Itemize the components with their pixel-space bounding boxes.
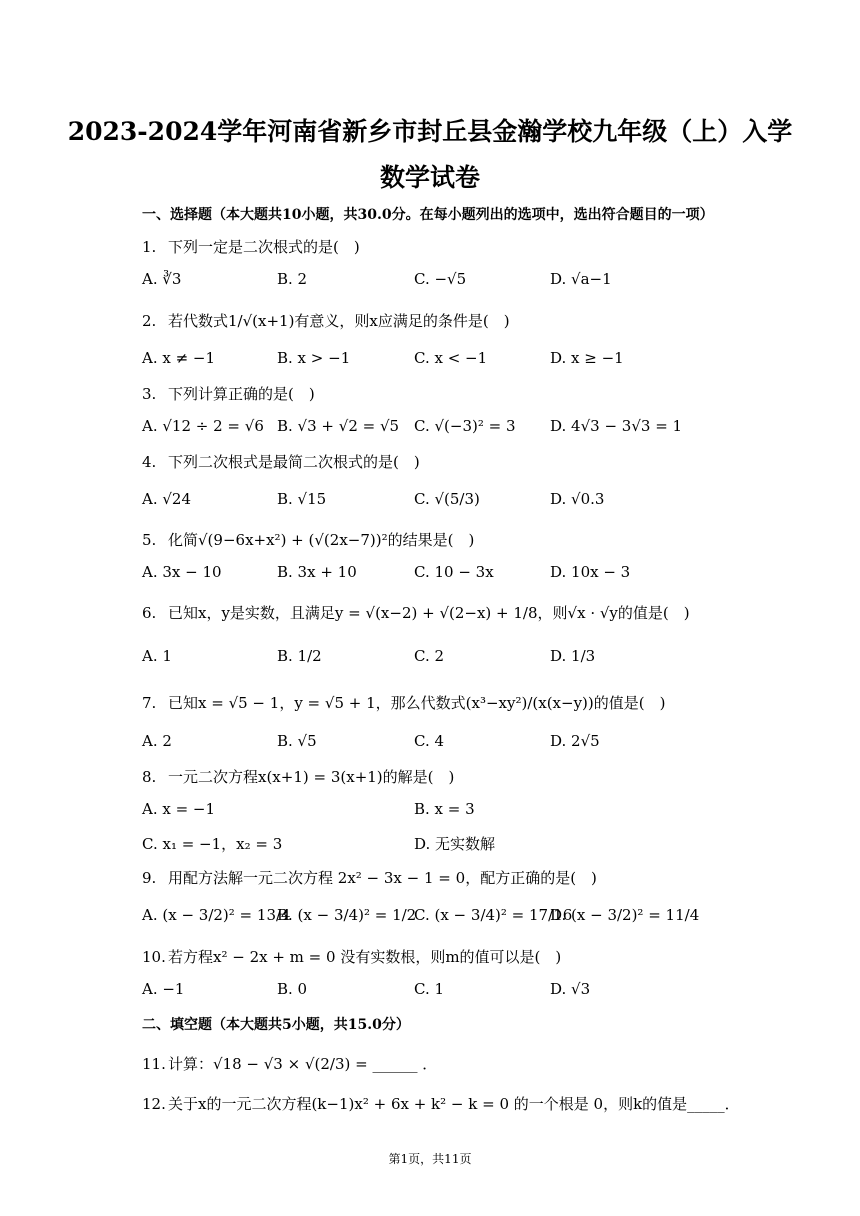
- question-stem: [142, 867, 597, 888]
- option-a: A. √24: [142, 490, 192, 508]
- document-subtitle: 数学试卷: [379, 163, 480, 192]
- option-c: C. √(5/3): [414, 490, 480, 508]
- question-text: 用配方法解一元二次方程 2x² − 3x − 1 = 0，配方正确的是( ): [168, 869, 597, 887]
- option-d: D. 10x − 3: [550, 563, 631, 581]
- question-number: 11.: [142, 1055, 166, 1073]
- question-number: 8.: [142, 768, 157, 786]
- question-number: 5.: [142, 531, 157, 549]
- option-b: B. √15: [277, 490, 327, 508]
- question-number: 3.: [142, 385, 157, 403]
- option-d: D. √a−1: [550, 270, 612, 288]
- question-text: 已知x = √5 − 1，y = √5 + 1，那么代数式(x³−xy²)/(x(x−y))的值是( ): [168, 694, 666, 712]
- option-a: A. 2: [142, 732, 172, 750]
- question-text: 下列二次根式是最简二次根式的是( ): [168, 453, 420, 471]
- question-stem: [142, 236, 360, 257]
- option-b: B. x > −1: [277, 349, 351, 367]
- option-d: D. (x − 3/2)² = 11/4: [550, 906, 700, 924]
- option-c: C. x₁ = −1，x₂ = 3: [142, 835, 283, 853]
- question-stem: [142, 1093, 740, 1114]
- option-c: C. −√5: [414, 270, 467, 288]
- question-text: 一元二次方程x(x+1) = 3(x+1)的解是( ): [168, 768, 455, 786]
- option-a: A. 3x − 10: [142, 563, 222, 581]
- section-heading-choice: 一、选择题（本大题共10小题，共30.0分。在每小题列出的选项中，选出符合题目的一项）: [142, 207, 714, 223]
- option-c: C. 2: [414, 647, 445, 665]
- question-text: 下列一定是二次根式的是( ): [168, 238, 360, 256]
- question-stem: [142, 451, 420, 472]
- question-text: 若代数式1/√(x+1)有意义，则x应满足的条件是( ): [168, 312, 510, 330]
- question-stem: [142, 1053, 437, 1074]
- option-d: D. √0.3: [550, 490, 605, 508]
- option-a: A. √12 ÷ 2 = √6: [142, 417, 264, 435]
- option-c: C. 1: [414, 980, 445, 998]
- section-heading-fill: 二、填空题（本大题共5小题，共15.0分）: [142, 1017, 410, 1033]
- question-number: 4.: [142, 453, 157, 471]
- option-a: A. x ≠ −1: [142, 349, 216, 367]
- option-b: B. 0: [277, 980, 308, 998]
- question-stem: [142, 310, 510, 331]
- option-b: B. 3x + 10: [277, 563, 357, 581]
- question-text: 关于x的一元二次方程(k−1)x² + 6x + k² − k = 0 的一个根是 0，则k的值是_____．: [168, 1095, 740, 1113]
- question-stem: [142, 692, 665, 713]
- question-stem: [142, 766, 454, 787]
- option-d: D. 1/3: [550, 647, 596, 665]
- option-b: B. 2: [277, 270, 308, 288]
- question-number: 1.: [142, 238, 157, 256]
- question-stem: [142, 946, 561, 967]
- question-stem: [142, 529, 474, 550]
- document-title: 2023-2024学年河南省新乡市封丘县金瀚学校九年级（上）入学: [67, 117, 793, 146]
- option-b: B. (x − 3/4)² = 1/2: [277, 906, 417, 924]
- option-c: C. 4: [414, 732, 445, 750]
- option-b: B. √3 + √2 = √5: [277, 417, 400, 435]
- question-number: 6.: [142, 604, 157, 622]
- option-d: D. 4√3 − 3√3 = 1: [550, 417, 683, 435]
- question-stem: [142, 383, 315, 404]
- question-number: 2.: [142, 312, 157, 330]
- option-a: A. ∛3: [142, 270, 182, 288]
- option-d: D. x ≥ −1: [550, 349, 624, 367]
- question-stem: [142, 602, 690, 623]
- option-c: C. 10 − 3x: [414, 563, 494, 581]
- page-footer: 第1页，共11页: [388, 1152, 472, 1166]
- option-c: C. √(−3)² = 3: [414, 417, 516, 435]
- option-d: D. 2√5: [550, 732, 600, 750]
- option-a: A. −1: [142, 980, 185, 998]
- option-d: D. 无实数解: [414, 835, 496, 853]
- option-b: B. √5: [277, 732, 317, 750]
- option-c: C. x < −1: [414, 349, 488, 367]
- question-text: 计算：√18 − √3 × √(2/3) = ______ ．: [168, 1055, 438, 1073]
- question-number: 12.: [142, 1095, 166, 1113]
- option-c: C. (x − 3/4)² = 17/16: [414, 906, 573, 924]
- question-number: 7.: [142, 694, 157, 712]
- option-a: A. 1: [142, 647, 172, 665]
- question-text: 已知x，y是实数，且满足y = √(x−2) + √(2−x) + 1/8，则√x · √y的值是( ): [168, 604, 690, 622]
- option-d: D. √3: [550, 980, 591, 998]
- question-text: 若方程x² − 2x + m = 0 没有实数根，则m的值可以是( ): [168, 948, 562, 966]
- option-a: A. x = −1: [142, 800, 216, 818]
- option-b: B. 1/2: [277, 647, 322, 665]
- question-number: 9.: [142, 869, 157, 887]
- option-a: A. (x − 3/2)² = 13/4: [142, 906, 291, 924]
- question-text: 下列计算正确的是( ): [168, 385, 315, 403]
- question-number: 10.: [142, 948, 166, 966]
- option-b: B. x = 3: [414, 800, 475, 818]
- question-text: 化简√(9−6x+x²) + (√(2x−7))²的结果是( ): [168, 531, 475, 549]
